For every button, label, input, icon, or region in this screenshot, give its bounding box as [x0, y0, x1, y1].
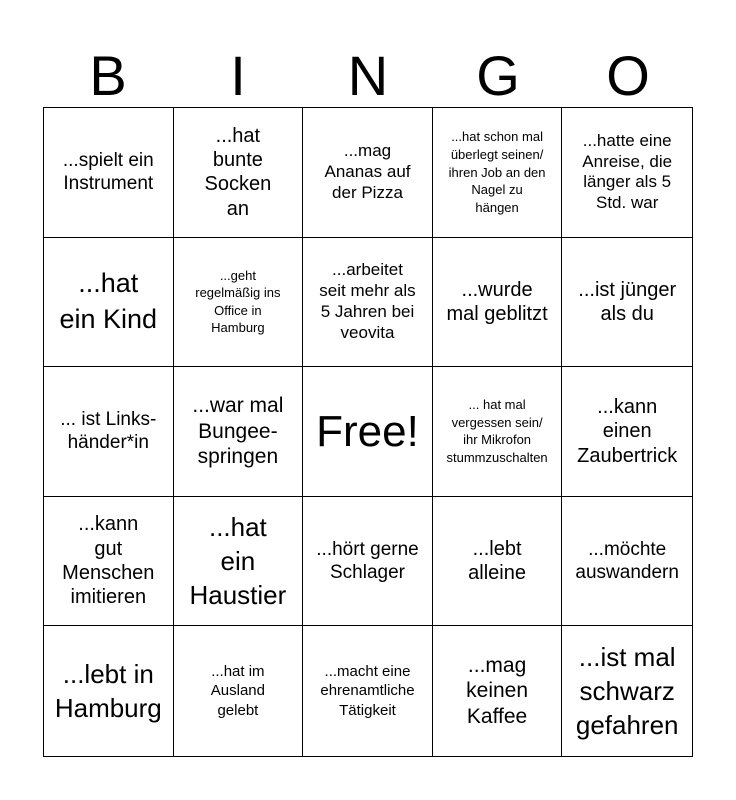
header-letter-o: O — [606, 44, 650, 107]
header-letter-i: I — [230, 44, 246, 107]
bingo-cell-r4c4[interactable]: ...lebt alleine — [433, 497, 563, 627]
bingo-cell-r3c4[interactable]: ... hat mal vergessen sein/ ihr Mikrofon stummzuschalten — [433, 367, 563, 497]
header-letter-b: B — [89, 44, 127, 107]
bingo-cell-r2c3[interactable]: ...arbeitet seit mehr als 5 Jahren bei veovita — [303, 238, 433, 368]
bingo-cell-r2c1[interactable]: ...hat ein Kind — [44, 238, 174, 368]
header-letter-g: G — [476, 44, 520, 107]
bingo-cell-r4c2[interactable]: ...hat ein Haustier — [174, 497, 304, 627]
bingo-cell-r5c2[interactable]: ...hat im Ausland gelebt — [174, 626, 304, 756]
bingo-cell-r1c4[interactable]: ...hat schon mal überlegt seinen/ ihren Job an den Nagel zu hängen — [433, 108, 563, 238]
bingo-header — [43, 44, 693, 108]
bingo-cell-r2c2[interactable]: ...geht regelmäßig ins Office in Hamburg — [174, 238, 304, 368]
bingo-cell-r4c3[interactable]: ...hört gerne Schlager — [303, 497, 433, 627]
bingo-grid — [43, 107, 693, 757]
bingo-cell-r2c4[interactable]: ...wurde mal geblitzt — [433, 238, 563, 368]
bingo-cell-r3c2[interactable]: ...war mal Bungee- springen — [174, 367, 304, 497]
bingo-cell-r5c5[interactable]: ...ist mal schwarz gefahren — [575, 641, 679, 741]
bingo-cell-r1c1[interactable]: ...spielt ein Instrument — [44, 108, 174, 238]
bingo-cell-r1c2[interactable]: ...hat bunte Socken an — [174, 108, 304, 238]
bingo-cell-r1c5[interactable]: ...hatte eine Anreise, die länger als 5 Std. war — [562, 108, 692, 238]
bingo-cell-r4c5[interactable]: ...möchte auswandern — [562, 497, 692, 627]
bingo-cell-r3c1[interactable]: ... ist Links- händer*in — [44, 367, 174, 497]
bingo-cell-r2c5[interactable]: ...ist jünger als du — [562, 238, 692, 368]
header-letter-n: N — [347, 44, 389, 107]
bingo-cell-r5c4[interactable]: ...mag keinen Kaffee — [433, 626, 563, 756]
bingo-cell-r3c5[interactable]: ...kann einen Zaubertrick — [562, 367, 692, 497]
bingo-cell-r5c1[interactable]: ...lebt in Hamburg — [44, 626, 174, 756]
bingo-cell-r4c1[interactable]: ...kann gut Menschen imitieren — [44, 497, 174, 627]
bingo-cell-free[interactable]: Free! — [303, 367, 433, 497]
bingo-cell-r5c3[interactable]: ...macht eine ehrenamtliche Tätigkeit — [303, 626, 433, 756]
bingo-cell-r1c3[interactable]: ...mag Ananas auf der Pizza — [303, 108, 433, 238]
